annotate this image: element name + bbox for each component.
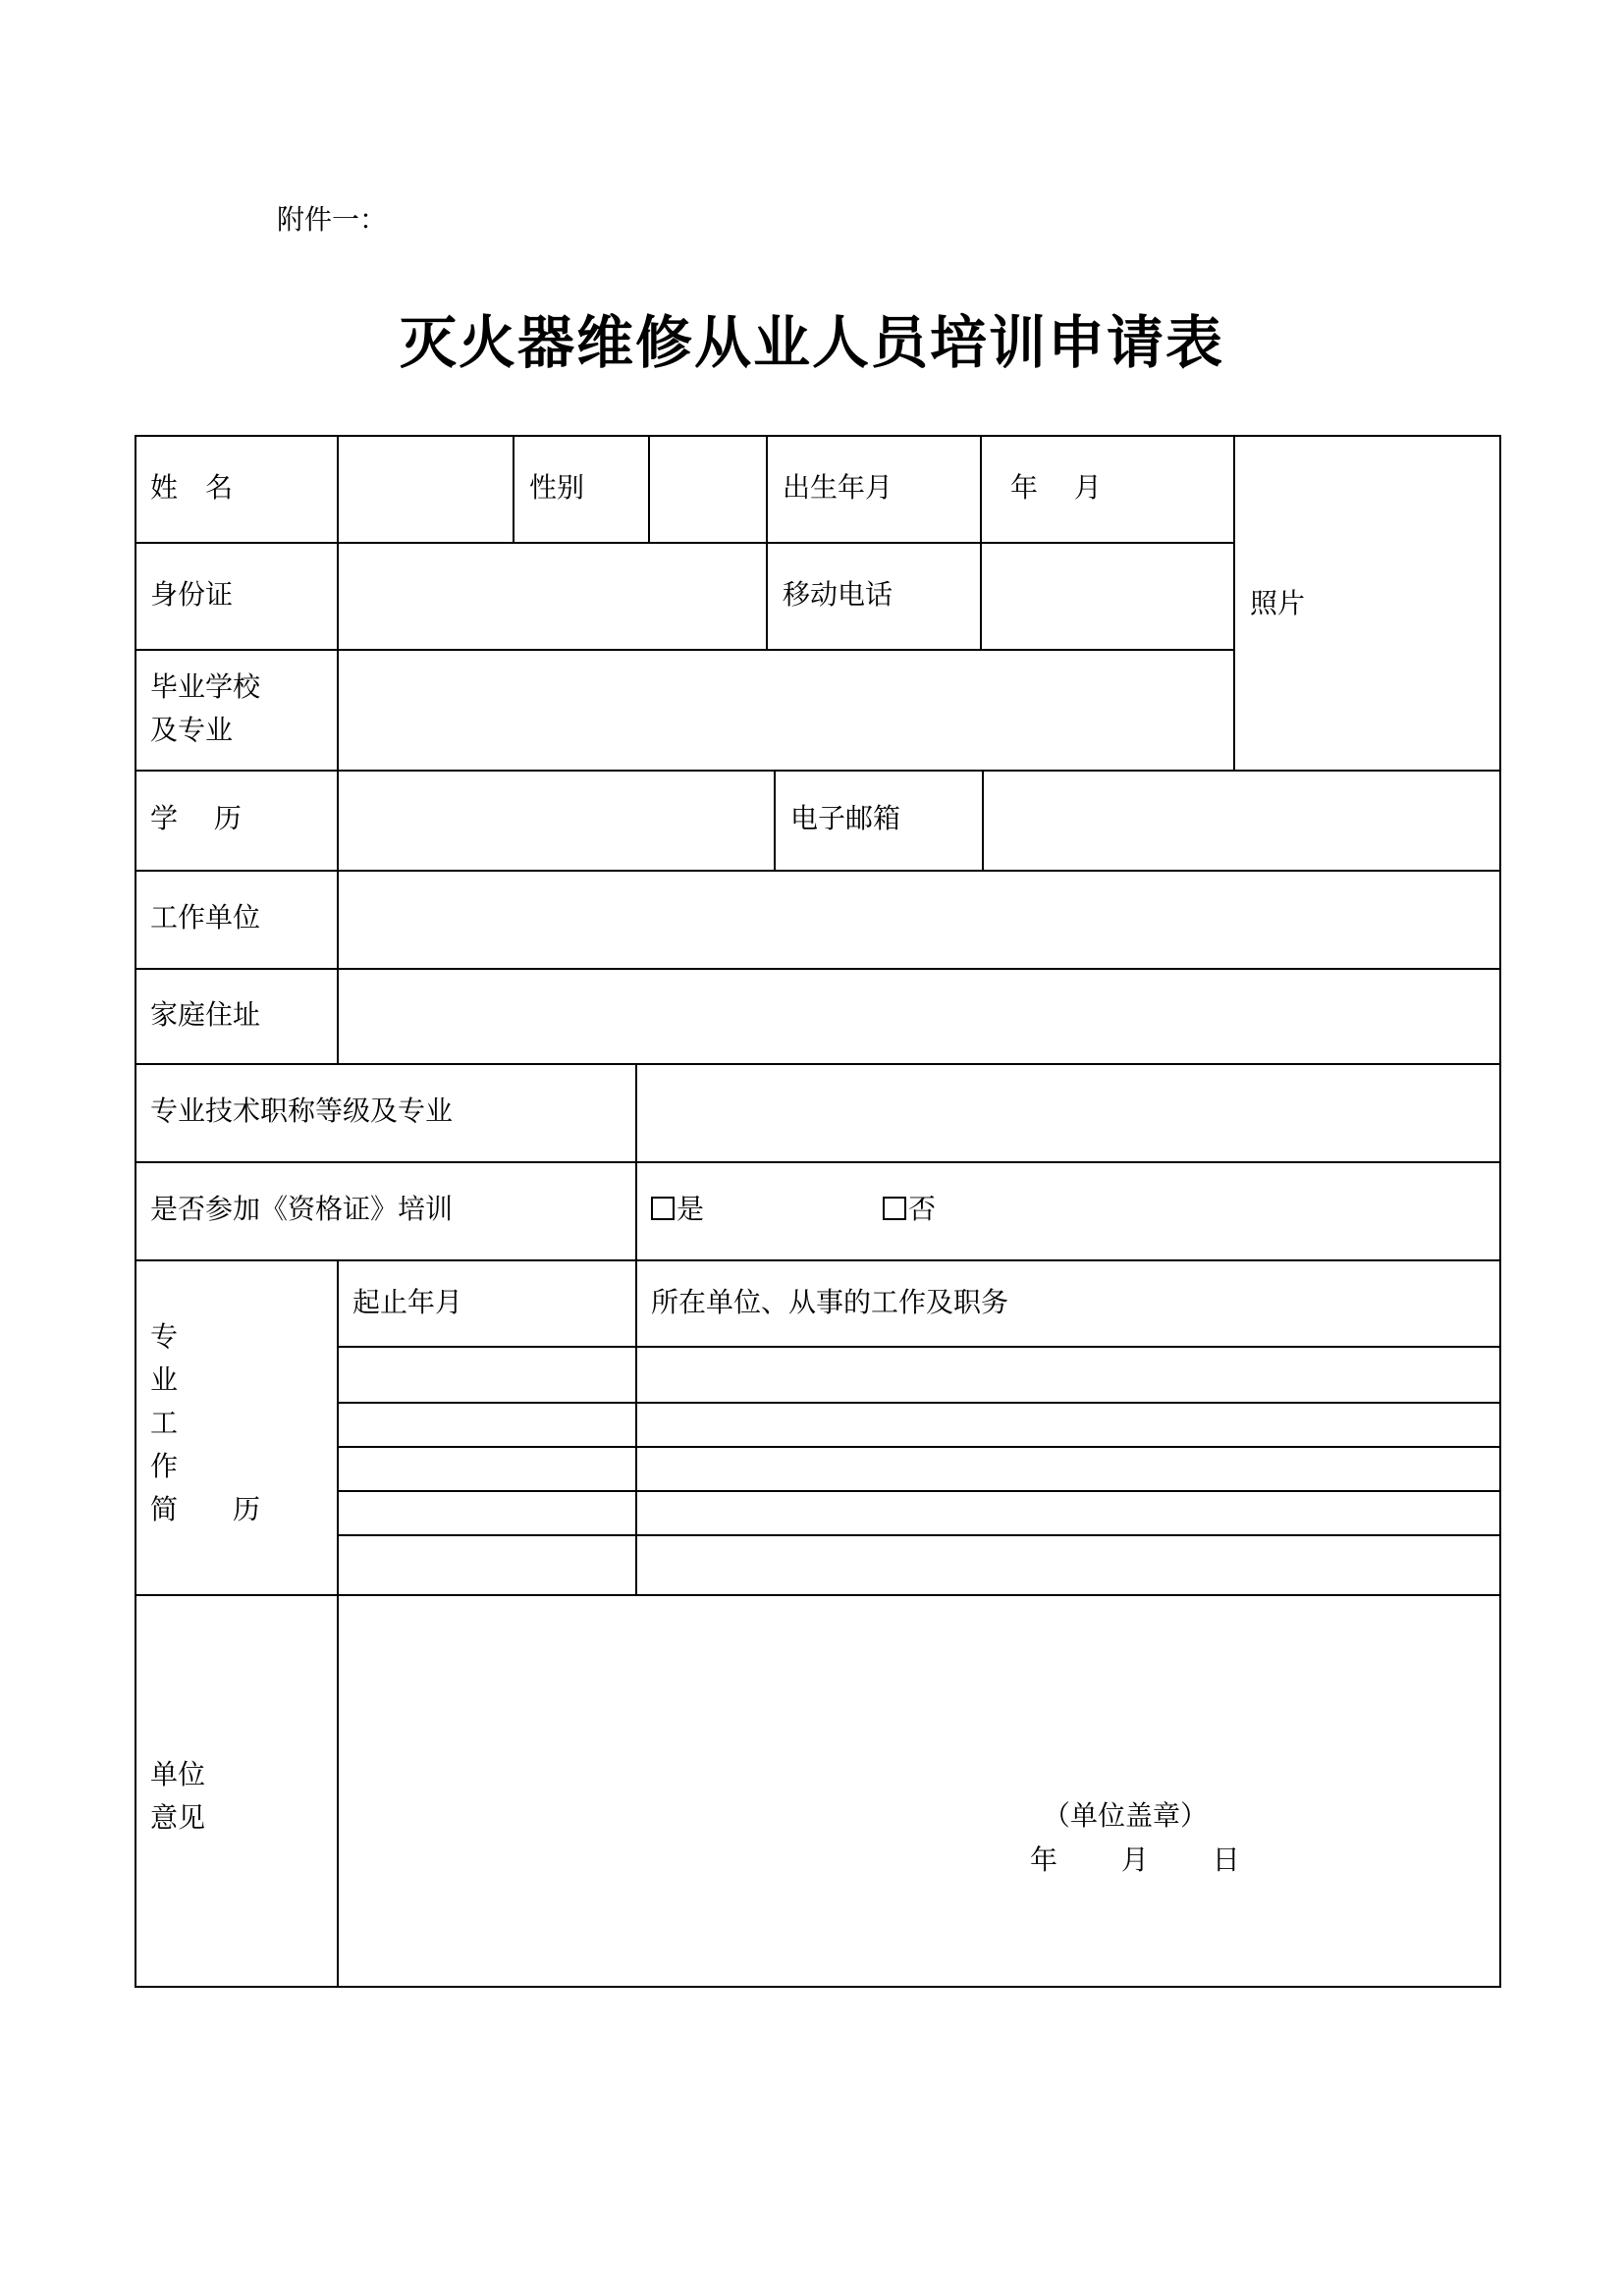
birth-field[interactable]: 年 月 (1010, 471, 1102, 504)
work-history-char: 专 (150, 1320, 179, 1353)
gender-label: 性别 (529, 471, 585, 504)
row-line (135, 1259, 1501, 1261)
gender-field[interactable] (650, 437, 766, 542)
title-level-field[interactable] (637, 1065, 1499, 1161)
history-work-field[interactable] (637, 1536, 1499, 1594)
education-label: 学 历 (150, 802, 242, 834)
id-card-label: 身份证 (150, 578, 234, 611)
education-field[interactable] (339, 772, 774, 870)
photo-column-line (1233, 435, 1235, 770)
option-yes-label: 是 (677, 1193, 705, 1225)
application-form (135, 435, 1501, 1988)
form-border-bottom (135, 1986, 1501, 1988)
history-work-header: 所在单位、从事的工作及职务 (651, 1286, 1009, 1318)
opinion-field[interactable] (339, 1596, 1499, 1986)
email-label: 电子邮箱 (790, 802, 901, 834)
title-level-label: 专业技术职称等级及专业 (150, 1095, 454, 1127)
employer-label: 工作单位 (150, 901, 261, 934)
name-label: 姓 名 (150, 471, 234, 504)
history-period-header: 起止年月 (352, 1286, 463, 1318)
id-card-field[interactable] (339, 544, 766, 649)
school-field[interactable] (339, 651, 1233, 770)
form-border-left (135, 435, 136, 1988)
history-work-field[interactable] (637, 1492, 1499, 1534)
form-border-right (1499, 435, 1501, 1988)
mobile-field[interactable] (982, 544, 1233, 649)
email-field[interactable] (984, 772, 1499, 870)
history-period-field[interactable] (339, 1404, 635, 1446)
photo-area[interactable]: 照片 (1250, 587, 1306, 619)
history-period-field[interactable] (339, 1348, 635, 1402)
birth-label: 出生年月 (783, 471, 893, 504)
opinion-label-line2: 意见 (150, 1801, 206, 1834)
school-label-line2: 及专业 (150, 714, 234, 746)
date-label: 年 月 日 (1030, 1843, 1240, 1876)
col-line (774, 770, 776, 870)
opinion-label-line1: 单位 (150, 1758, 206, 1790)
mobile-label: 移动电话 (783, 578, 893, 611)
history-work-field[interactable] (637, 1348, 1499, 1402)
checkbox-yes[interactable] (651, 1197, 675, 1220)
work-history-char: 业 (150, 1363, 179, 1396)
page-title: 灭火器维修从业人员培训申请表 (399, 309, 1224, 376)
seal-label: （单位盖章） (1043, 1799, 1209, 1832)
work-history-label (150, 1315, 260, 1531)
work-history-char: 工 (150, 1407, 179, 1439)
col-line (766, 435, 768, 649)
address-label: 家庭住址 (150, 998, 261, 1031)
row-line (135, 1161, 1501, 1163)
checkbox-no[interactable] (883, 1197, 906, 1220)
history-work-field[interactable] (637, 1404, 1499, 1446)
history-period-field[interactable] (339, 1536, 635, 1594)
option-no-label: 否 (908, 1193, 937, 1225)
option-yes[interactable] (651, 1188, 704, 1231)
history-work-field[interactable] (637, 1448, 1499, 1490)
history-period-field[interactable] (339, 1448, 635, 1490)
history-period-field[interactable] (339, 1492, 635, 1534)
name-field[interactable] (339, 437, 513, 542)
school-label-line1: 毕业学校 (150, 670, 261, 703)
employer-field[interactable] (339, 872, 1499, 968)
col-line (513, 435, 514, 542)
option-no[interactable] (883, 1188, 936, 1231)
cert-training-label: 是否参加《资格证》培训 (150, 1193, 454, 1225)
attachment-label: 附件一： (277, 203, 388, 236)
work-history-char: 简 历 (150, 1493, 261, 1525)
address-field[interactable] (339, 970, 1499, 1063)
work-history-char: 作 (150, 1450, 179, 1482)
